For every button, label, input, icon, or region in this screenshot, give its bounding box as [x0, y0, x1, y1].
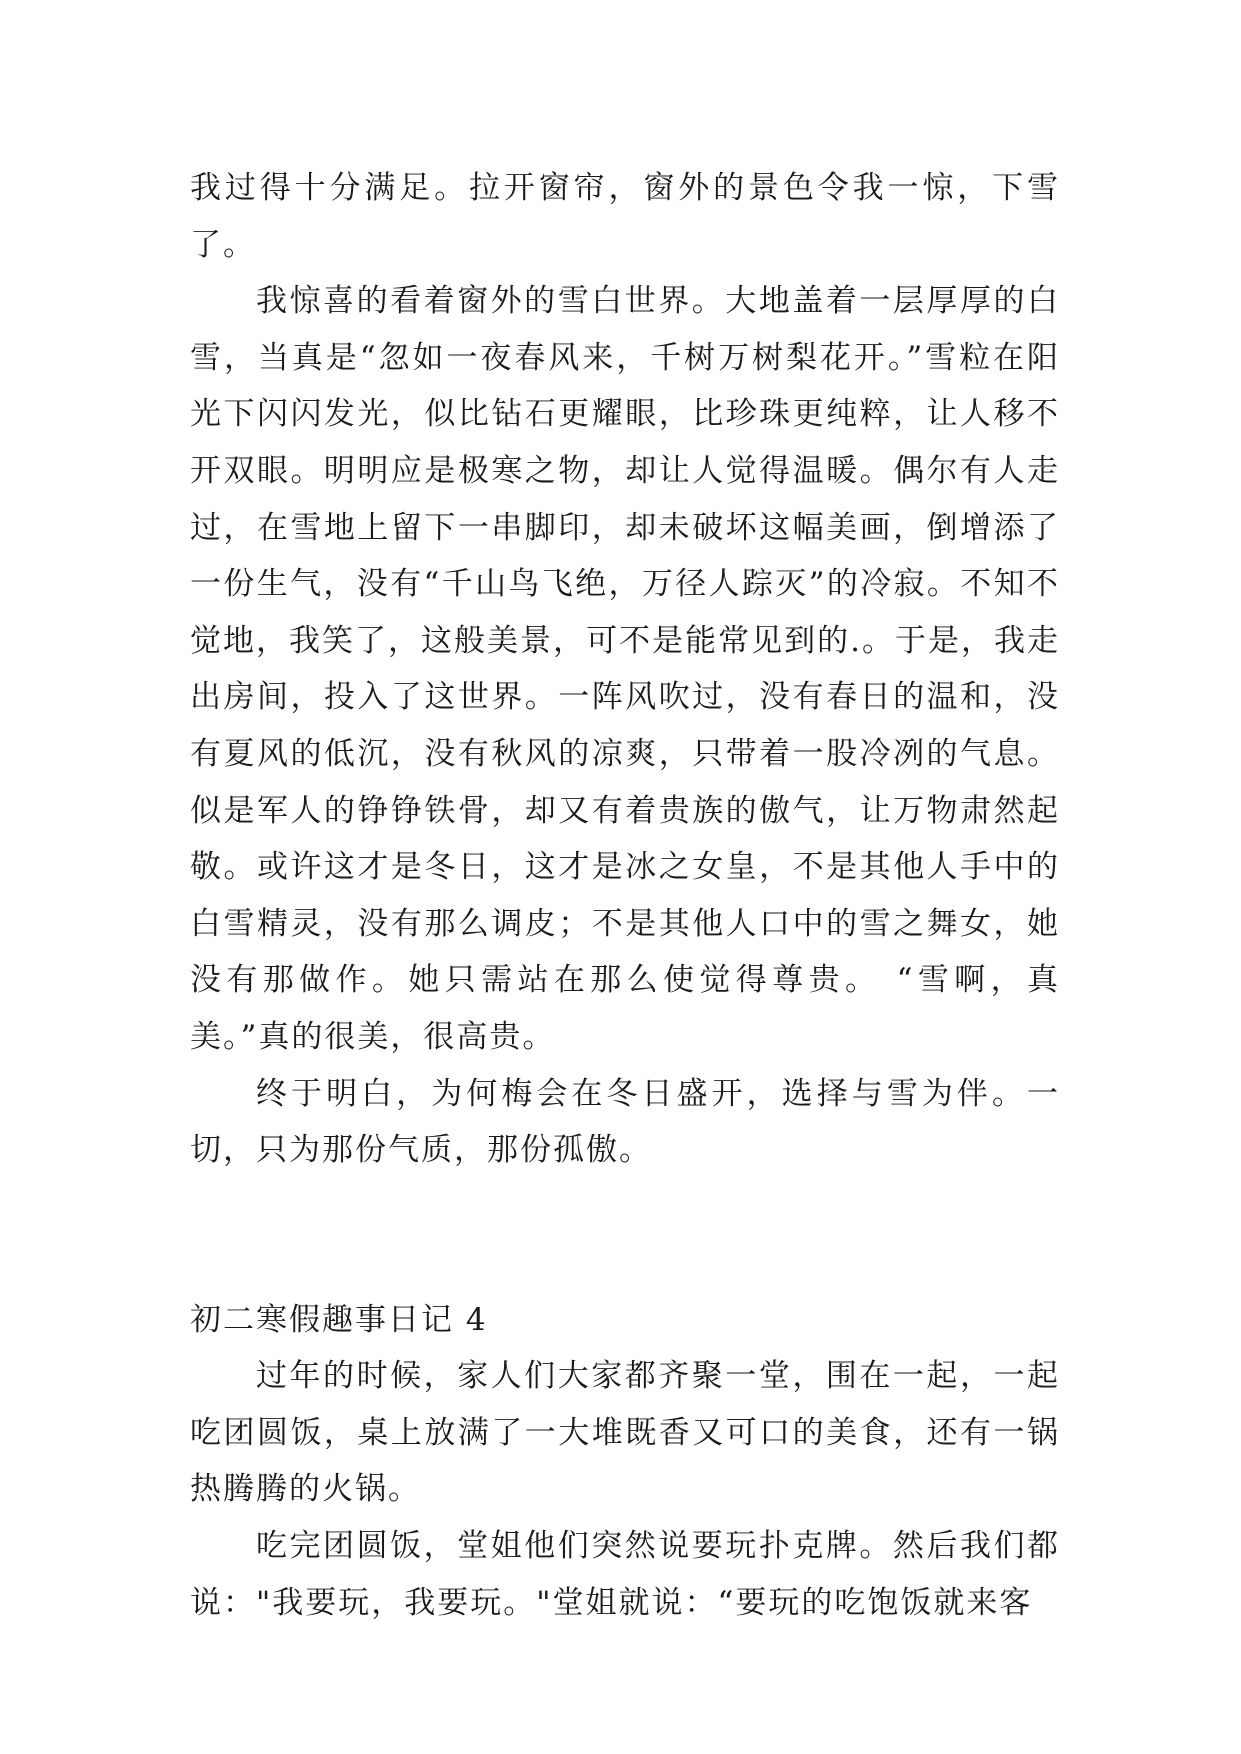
document-body — [190, 160, 1060, 1631]
section-spacer — [190, 1179, 1060, 1292]
section-heading: 初二寒假趣事日记 4 — [190, 1301, 488, 1338]
paragraph-plum-blossom: 终于明白，为何梅会在冬日盛开，选择与雪为伴。一切，只为那份气质，那份孤傲。 — [190, 1075, 1060, 1169]
paragraph-continuation: 我过得十分满足。拉开窗帘，窗外的景色令我一惊，下雪了。 — [190, 170, 1060, 263]
paragraph-new-year-dinner: 过年的时候，家人们大家都齐聚一堂，围在一起，一起吃团圆饭，桌上放满了一大堆既香又可口的美食，还有一锅热腾腾的火锅。 — [190, 1358, 1060, 1508]
paragraph-snow-scene: 我惊喜的看着窗外的雪白世界。大地盖着一层厚厚的白雪，当真是“忽如一夜春风来，千树万树梨花开。”雪粒在阳光下闪闪发光，似比钻石更耀眼，比珍珠更纯粹，让人移不开双眼。明明应是极寒之物，却让人觉得温暖。偶尔有人走过，在雪地上留下一串脚印，却未破坏这幅美画，倒增添了一份生气，没有“千山鸟飞绝，万径人踪灭”的冷寂。不知不觉地，我笑了，这般美景，可不是能常见到的.。于是，我走出房间，投入了这世界。一阵风吹过，没有春日的温和，没有夏风的低沉，没有秋风的凉爽，只带着一股冷冽的气息。似是军人的铮铮铁骨，却又有着贵族的傲气，让万物肃然起敬。或许这才是冬日，这才是冰之女皇，不是其他人手中的白雪精灵，没有那么调皮；不是其他人口中的雪之舞女，她没有那做作。她只需站在那么使觉得尊贵。 “雪啊，真美。”真的很美，很高贵。 — [190, 283, 1060, 1055]
paragraph-playing-cards: 吃完团圆饭，堂姐他们突然说要玩扑克牌。然后我们都说："我要玩，我要玩。"堂姐就说：“要玩的吃饱饭就来客 — [190, 1528, 1060, 1621]
